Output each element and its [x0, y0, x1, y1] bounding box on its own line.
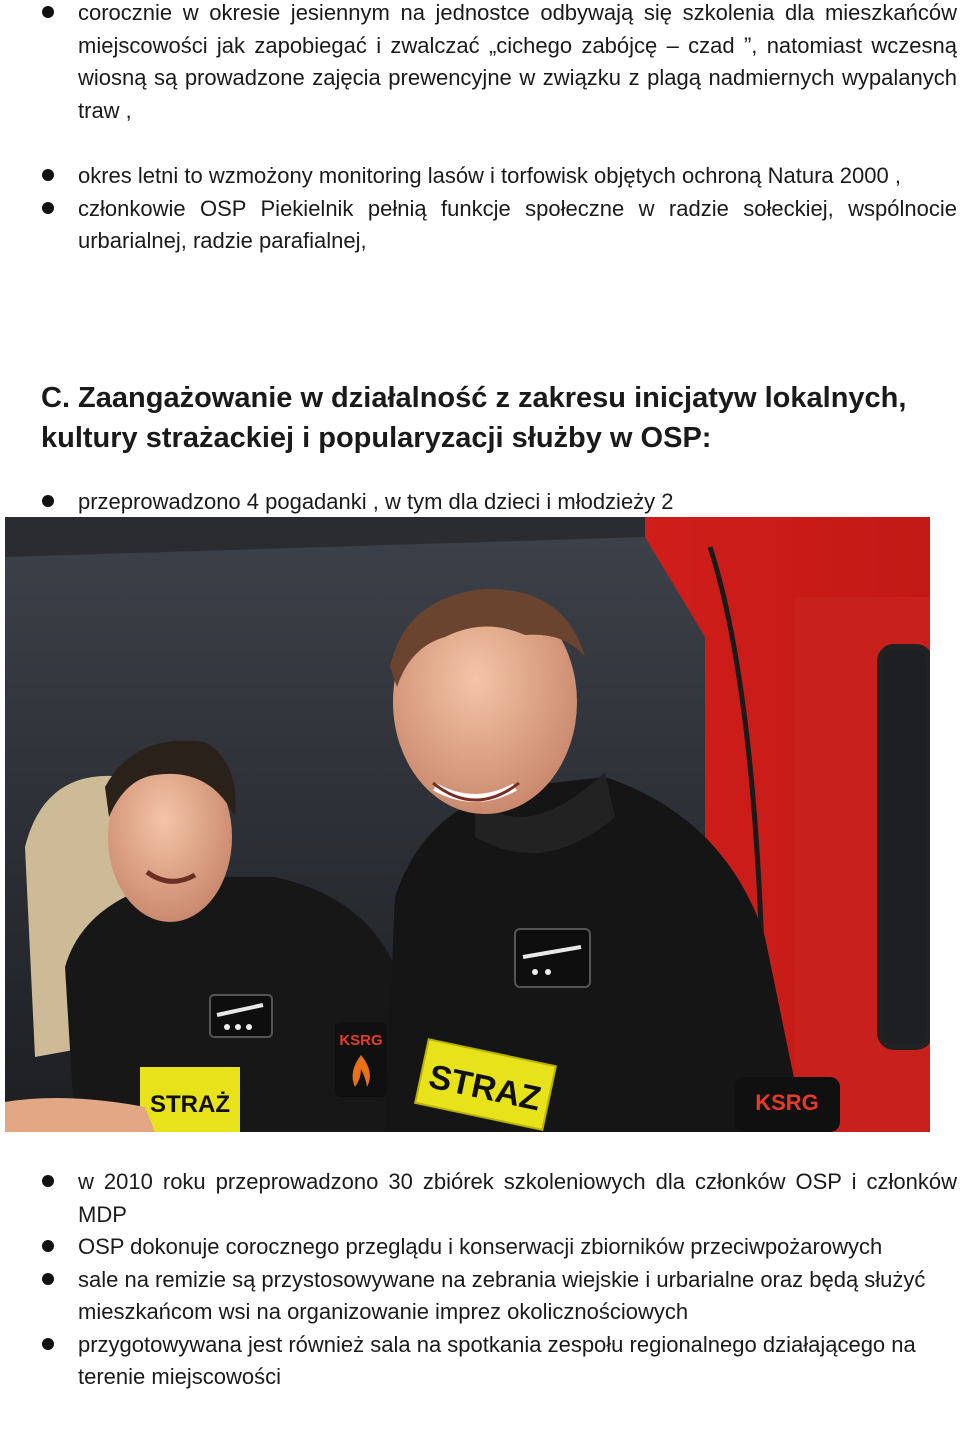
ksrg-patch	[735, 1077, 840, 1132]
rank-badge	[515, 929, 590, 987]
list-item	[0, 1329, 960, 1394]
ksrg-patch	[335, 1022, 387, 1097]
list-item	[0, 0, 960, 127]
bullet-list-top	[0, 0, 960, 127]
list-item-text: przygotowywana jest również sala na spotkania zespołu regionalnego działającego na terenie miejscowości	[78, 1331, 916, 1389]
bullet-list-section	[0, 486, 960, 519]
list-item-text: okres letni to wzmożony monitoring lasów i torfowisk objętych ochroną Natura 2000 ,	[78, 163, 901, 188]
chest-label-left: STRAŻ	[150, 1091, 230, 1118]
chest-label-right: STRAZ	[425, 1057, 545, 1119]
bullet-icon	[42, 1273, 54, 1285]
firefighters-photo	[5, 517, 930, 1132]
bullet-icon	[42, 495, 54, 507]
bullet-icon	[42, 6, 54, 18]
bullet-icon	[42, 202, 54, 214]
list-item	[0, 1231, 960, 1264]
list-item-text: corocznie w okresie jesiennym na jednostce odbywają się szkolenia dla mieszkańców miejscowości jak zapobiegać i zwalczać „cichego zabójcę – czad ”, natomiast wczesną wiosną są prowadzone zajęcia prewencyjne w związku z plagą nadmiernych wypalanych traw ,	[78, 0, 957, 123]
list-item	[0, 160, 960, 193]
bullet-icon	[42, 1240, 54, 1252]
list-item-text: OSP dokonuje corocznego przeglądu i konserwacji zbiorników przeciwpożarowych	[78, 1234, 883, 1259]
rank-badge	[210, 995, 272, 1037]
list-item	[0, 193, 960, 258]
list-item-text: członkowie OSP Piekielnik pełnią funkcje społeczne w radzie sołeckiej, wspólnocie urbarialnej, radzie parafialnej,	[78, 195, 957, 253]
bullet-icon	[42, 1338, 54, 1350]
patch-label-right: KSRG	[755, 1090, 819, 1115]
patch-label-left: KSRG	[339, 1032, 383, 1049]
bullet-icon	[42, 169, 54, 181]
list-item-text: w 2010 roku przeprowadzono 30 zbiórek szkoleniowych dla członków OSP i członków MDP	[78, 1169, 957, 1227]
bullet-list-middle	[0, 160, 960, 258]
reflective-patch	[140, 1067, 240, 1132]
list-item	[0, 1264, 960, 1329]
list-item	[0, 1166, 960, 1231]
list-item-text: przeprowadzono 4 pogadanki , w tym dla dzieci i młodzieży 2	[78, 489, 674, 514]
section-heading: C. Zaangażowanie w działalność z zakresu inicjatyw lokalnych, kultury strażackiej i popularyzacji służby w OSP:	[41, 382, 907, 454]
list-item	[0, 486, 960, 519]
bullet-icon	[42, 1175, 54, 1187]
list-item-text: sale na remizie są przystosowywane na zebrania wiejskie i urbarialne oraz będą służyć mieszkańcom wsi na organizowanie imprez okolicznościowych	[78, 1266, 926, 1324]
bullet-list-bottom	[0, 1166, 960, 1394]
